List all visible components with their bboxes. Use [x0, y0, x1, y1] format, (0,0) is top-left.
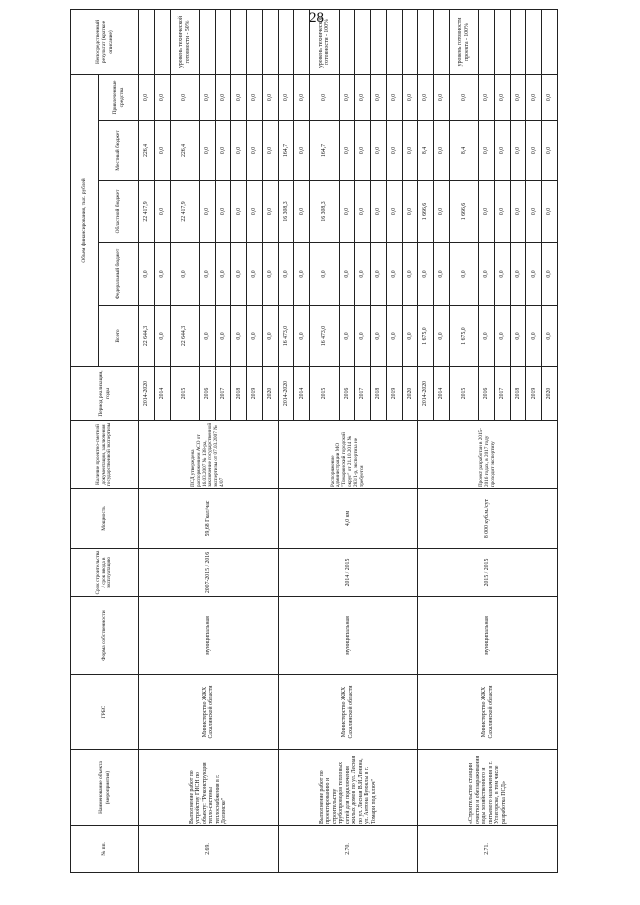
cell-other: 0,0 [339, 74, 355, 120]
financing-table [70, 9, 558, 873]
cell-ownership: муниципальная [278, 597, 418, 675]
cell-period: 2016 [199, 367, 215, 421]
cell-other: 0,0 [310, 74, 339, 120]
cell-local: 0,0 [199, 121, 215, 181]
cell-name: Выполнение работ по устройству ГИСН по объекту: "Реконструкция тепло-системы теплоснабжения в г. Долинске" [139, 750, 279, 826]
cell-result [494, 9, 510, 74]
cell-result [418, 9, 434, 74]
cell-regional: 0,0 [402, 181, 418, 243]
header-federal: Федеральный бюджет [99, 243, 139, 306]
cell-local: 0,0 [294, 121, 310, 181]
cell-federal: 0,0 [339, 243, 355, 306]
cell-total: 0,0 [510, 306, 526, 367]
cell-other: 0,0 [418, 74, 434, 120]
cell-psd: ПСД утверждена распоряжением АСО от 16.03.2007 № 138-ра, заключение государственной экспертизы от 07.03.2007 № 4/07 [139, 421, 279, 489]
cell-period: 2015 [449, 367, 478, 421]
table-body [139, 9, 558, 872]
cell-total: 22 644,3 [170, 306, 199, 367]
cell-period: 2014-2020 [418, 367, 434, 421]
cell-regional: 0,0 [247, 181, 263, 243]
cell-regional: 16 308,3 [278, 181, 294, 243]
cell-regional: 22 417,9 [170, 181, 199, 243]
cell-other: 0,0 [294, 74, 310, 120]
cell-local: 0,0 [215, 121, 231, 181]
cell-capacity: 4,0 км [278, 489, 418, 549]
cell-period: 2020 [542, 367, 558, 421]
cell-other: 0,0 [247, 74, 263, 120]
cell-regional: 1 666,6 [449, 181, 478, 243]
cell-federal: 0,0 [170, 243, 199, 306]
cell-total: 0,0 [434, 306, 450, 367]
cell-local: 164,7 [310, 121, 339, 181]
cell-regional: 0,0 [510, 181, 526, 243]
cell-federal: 0,0 [449, 243, 478, 306]
cell-result [199, 9, 215, 74]
cell-total: 0,0 [199, 306, 215, 367]
cell-period: 2014 [434, 367, 450, 421]
cell-total: 0,0 [542, 306, 558, 367]
cell-grbs: Министерство ЖКХ Сахалинской области [278, 675, 418, 750]
cell-total: 1 675,0 [418, 306, 434, 367]
cell-regional: 0,0 [479, 181, 495, 243]
header-capacity: Мощность [71, 489, 139, 549]
cell-other: 0,0 [278, 74, 294, 120]
cell-term: 2015 / 2015 [418, 549, 558, 597]
cell-total: 0,0 [494, 306, 510, 367]
cell-total: 0,0 [262, 306, 278, 367]
cell-total: 0,0 [402, 306, 418, 367]
cell-result: уровень технической готовности - 100% [310, 9, 339, 74]
cell-local: 8,4 [418, 121, 434, 181]
cell-federal: 0,0 [199, 243, 215, 306]
cell-federal: 0,0 [386, 243, 402, 306]
cell-local: 0,0 [402, 121, 418, 181]
cell-other: 0,0 [510, 74, 526, 120]
cell-num: 2.69. [139, 826, 279, 873]
cell-regional: 0,0 [434, 181, 450, 243]
cell-result [402, 9, 418, 74]
cell-period: 2014-2020 [278, 367, 294, 421]
cell-federal: 0,0 [215, 243, 231, 306]
cell-local: 0,0 [231, 121, 247, 181]
cell-total: 0,0 [355, 306, 371, 367]
cell-total: 0,0 [479, 306, 495, 367]
cell-other: 0,0 [170, 74, 199, 120]
cell-local: 0,0 [510, 121, 526, 181]
cell-regional: 16 308,3 [310, 181, 339, 243]
cell-other: 0,0 [402, 74, 418, 120]
cell-period: 2018 [231, 367, 247, 421]
header-name: Наименование объекта (мероприятия) [71, 750, 139, 826]
cell-federal: 0,0 [371, 243, 387, 306]
cell-federal: 0,0 [310, 243, 339, 306]
cell-period: 2019 [386, 367, 402, 421]
header-regional: Областной бюджет [99, 181, 139, 243]
cell-ownership: муниципальная [139, 597, 279, 675]
cell-capacity: 59,68 Гкал/час [139, 489, 279, 549]
cell-federal: 0,0 [294, 243, 310, 306]
cell-federal: 0,0 [262, 243, 278, 306]
cell-period: 2014-2020 [139, 367, 155, 421]
header-local: Местный бюджет [99, 121, 139, 181]
cell-name: «Строительство станции очистки и обеззараживания воды хозяйственного и питьевого назначения в г. Углегорске, в том числе разработка ПСД» [418, 750, 558, 826]
cell-local: 8,4 [449, 121, 478, 181]
cell-regional: 0,0 [386, 181, 402, 243]
cell-result [154, 9, 170, 74]
cell-federal: 0,0 [510, 243, 526, 306]
cell-result [355, 9, 371, 74]
cell-result [247, 9, 263, 74]
cell-other: 0,0 [494, 74, 510, 120]
cell-name: Выполнение работ по проектированию и строительству трубопроводов тепловых сетей для подключения жилых домов по ул. Лесная по ул. Лесная В.И.Ленина, ул. Антона Буюклы в г. Томари под ключ" [278, 750, 418, 826]
cell-result [278, 9, 294, 74]
page-number: 28 [309, 10, 324, 26]
cell-other: 0,0 [215, 74, 231, 120]
cell-other: 0,0 [199, 74, 215, 120]
cell-regional: 0,0 [154, 181, 170, 243]
table-row [139, 9, 155, 872]
cell-period: 2015 [310, 367, 339, 421]
cell-result [479, 9, 495, 74]
cell-period: 2019 [247, 367, 263, 421]
cell-local: 0,0 [542, 121, 558, 181]
cell-period: 2019 [526, 367, 542, 421]
cell-period: 2017 [215, 367, 231, 421]
cell-regional: 22 417,9 [139, 181, 155, 243]
cell-regional: 0,0 [339, 181, 355, 243]
cell-local: 164,7 [278, 121, 294, 181]
cell-total: 0,0 [526, 306, 542, 367]
cell-total: 22 644,3 [139, 306, 155, 367]
cell-total: 1 675,0 [449, 306, 478, 367]
cell-term: 2014 / 2015 [278, 549, 418, 597]
cell-result [139, 9, 155, 74]
cell-federal: 0,0 [402, 243, 418, 306]
cell-federal: 0,0 [278, 243, 294, 306]
cell-result [231, 9, 247, 74]
cell-local: 226,4 [139, 121, 155, 181]
cell-total: 0,0 [215, 306, 231, 367]
cell-grbs: Министерство ЖКХ Сахалинской области [418, 675, 558, 750]
cell-other: 0,0 [139, 74, 155, 120]
cell-regional: 0,0 [494, 181, 510, 243]
cell-result: уровень технической готовности - 50% [170, 9, 199, 74]
cell-term: 2007-2015 / 2016 [139, 549, 279, 597]
cell-total: 0,0 [339, 306, 355, 367]
cell-other: 0,0 [526, 74, 542, 120]
cell-regional: 0,0 [355, 181, 371, 243]
cell-ownership: муниципальная [418, 597, 558, 675]
cell-regional: 0,0 [215, 181, 231, 243]
cell-federal: 0,0 [355, 243, 371, 306]
cell-local: 0,0 [479, 121, 495, 181]
cell-num: 2.70. [278, 826, 418, 873]
cell-period: 2014 [154, 367, 170, 421]
header-financing: Объем финансирования, тыс. рублей [71, 74, 99, 366]
cell-result [339, 9, 355, 74]
cell-local: 0,0 [434, 121, 450, 181]
cell-regional: 0,0 [371, 181, 387, 243]
cell-regional: 0,0 [526, 181, 542, 243]
cell-regional: 1 666,6 [418, 181, 434, 243]
header-period: Период реализации, годы [71, 367, 139, 421]
cell-federal: 0,0 [139, 243, 155, 306]
cell-psd: Проект разработан в 2015-2016 годах, в 2017 году проходит экспертизу [418, 421, 558, 489]
header-result: Непосредственный результат (краткое описание) [71, 9, 139, 74]
cell-period: 2020 [402, 367, 418, 421]
cell-period: 2015 [170, 367, 199, 421]
cell-federal: 0,0 [526, 243, 542, 306]
cell-federal: 0,0 [418, 243, 434, 306]
cell-total: 0,0 [154, 306, 170, 367]
cell-federal: 0,0 [231, 243, 247, 306]
cell-federal: 0,0 [247, 243, 263, 306]
cell-period: 2014 [294, 367, 310, 421]
cell-result [386, 9, 402, 74]
cell-local: 0,0 [494, 121, 510, 181]
cell-result [510, 9, 526, 74]
cell-period: 2017 [355, 367, 371, 421]
cell-grbs: Министерство ЖКХ Сахалинской области [139, 675, 279, 750]
cell-period: 2016 [479, 367, 495, 421]
cell-other: 0,0 [371, 74, 387, 120]
cell-regional: 0,0 [542, 181, 558, 243]
cell-result [294, 9, 310, 74]
cell-other: 0,0 [231, 74, 247, 120]
cell-local: 0,0 [262, 121, 278, 181]
cell-period: 2018 [510, 367, 526, 421]
header-num: № пп. [71, 826, 139, 873]
cell-local: 0,0 [371, 121, 387, 181]
cell-regional: 0,0 [231, 181, 247, 243]
cell-total: 0,0 [371, 306, 387, 367]
cell-result: уровень готовности проекта - 100% [449, 9, 478, 74]
rotated-table-wrapper [70, 15, 558, 873]
cell-period: 2020 [262, 367, 278, 421]
cell-local: 0,0 [247, 121, 263, 181]
cell-local: 0,0 [355, 121, 371, 181]
cell-period: 2016 [339, 367, 355, 421]
cell-other: 0,0 [262, 74, 278, 120]
cell-total: 0,0 [231, 306, 247, 367]
cell-total: 0,0 [386, 306, 402, 367]
cell-result [526, 9, 542, 74]
cell-local: 0,0 [154, 121, 170, 181]
header-grbs: ГРБС [71, 675, 139, 750]
cell-regional: 0,0 [262, 181, 278, 243]
cell-period: 2018 [371, 367, 387, 421]
header-term: Срок строительства / срок ввода в эксплуатацию [71, 549, 139, 597]
cell-capacity: 8 000 куб.м./сут [418, 489, 558, 549]
cell-federal: 0,0 [154, 243, 170, 306]
cell-local: 0,0 [526, 121, 542, 181]
cell-other: 0,0 [355, 74, 371, 120]
cell-federal: 0,0 [494, 243, 510, 306]
cell-other: 0,0 [434, 74, 450, 120]
cell-num: 2.71. [418, 826, 558, 873]
header-psd: Наличие проектно-сметной документации, заключения государственной экспертизы [71, 421, 139, 489]
table-row [418, 9, 434, 872]
cell-result [371, 9, 387, 74]
cell-result [215, 9, 231, 74]
cell-total: 0,0 [247, 306, 263, 367]
header-total: Всего [99, 306, 139, 367]
cell-regional: 0,0 [199, 181, 215, 243]
cell-total: 16 473,0 [310, 306, 339, 367]
table-row [278, 9, 294, 872]
cell-federal: 0,0 [542, 243, 558, 306]
cell-total: 16 473,0 [278, 306, 294, 367]
cell-total: 0,0 [294, 306, 310, 367]
cell-regional: 0,0 [294, 181, 310, 243]
cell-psd: Распоряжение администрации МО "Томаринский городской округ" от 21.10.2014 № 283/1-р, экспертиза не требуется [278, 421, 418, 489]
cell-local: 226,4 [170, 121, 199, 181]
cell-other: 0,0 [449, 74, 478, 120]
cell-result [542, 9, 558, 74]
cell-other: 0,0 [479, 74, 495, 120]
cell-federal: 0,0 [434, 243, 450, 306]
cell-other: 0,0 [386, 74, 402, 120]
header-ownership: Форма собственности [71, 597, 139, 675]
cell-result [434, 9, 450, 74]
cell-local: 0,0 [386, 121, 402, 181]
cell-local: 0,0 [339, 121, 355, 181]
cell-period: 2017 [494, 367, 510, 421]
cell-other: 0,0 [154, 74, 170, 120]
cell-other: 0,0 [542, 74, 558, 120]
cell-federal: 0,0 [479, 243, 495, 306]
header-other: Привлеченные средства [99, 74, 139, 120]
cell-result [262, 9, 278, 74]
